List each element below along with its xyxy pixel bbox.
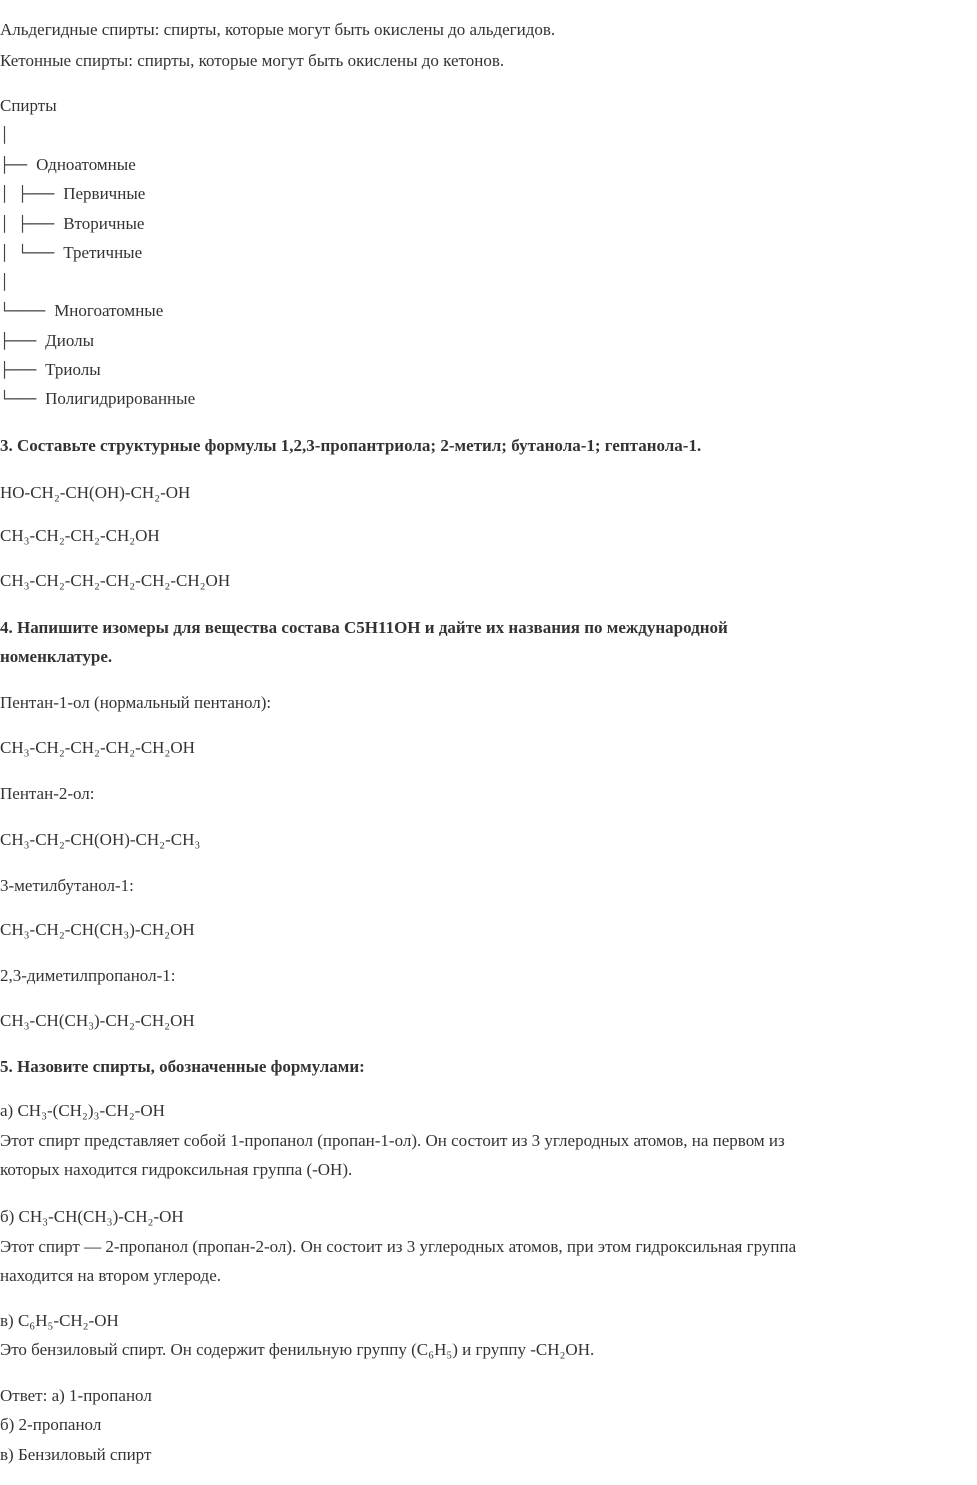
isomer-name: 2,3-диметилпропанол-1: — [0, 966, 176, 985]
isomer-name: 3-метилбутанол-1: — [0, 876, 134, 895]
tree-connector: │ — [0, 273, 10, 291]
formula: CH₃-CH₂-CH₂-CH₂-CH₂-CH₂OH — [0, 571, 231, 590]
tree-label: Третичные — [63, 243, 143, 262]
tree-label: Триолы — [45, 360, 101, 379]
tree-row — [0, 388, 195, 410]
tree-row — [0, 183, 145, 205]
formula-b: б) CH₃-CH(CH₃)-CH₂-OH — [0, 1207, 184, 1226]
tree-row — [0, 300, 163, 322]
tree-row — [0, 330, 94, 352]
tree-connector: │ ├─── — [0, 215, 64, 233]
explanation-a-cont: которых находится гидроксильная группа (-OH). — [0, 1160, 353, 1179]
question-4-heading-cont: номенклатуре. — [0, 647, 113, 666]
tree-connector: │ — [0, 126, 10, 144]
tree-label: Полигидрированные — [45, 389, 196, 408]
tree-row — [0, 124, 9, 146]
isomer-name: Пентан-1-ол (нормальный пентанол): — [0, 693, 272, 712]
question-5-heading: 5. Назовите спирты, обозначенные формулами: — [0, 1057, 365, 1076]
tree-connector: ├─── — [0, 332, 46, 350]
tree-row — [0, 154, 136, 176]
formula: HO-CH₂-CH(OH)-CH₂-OH — [0, 483, 191, 502]
tree-label: Диолы — [45, 331, 95, 350]
isomer-formula: CH₃-CH(CH₃)-CH₂-CH₂OH — [0, 1011, 195, 1030]
explanation-b-cont: находится на втором углероде. — [0, 1266, 221, 1285]
isomer-name: Пентан-2-ол: — [0, 784, 95, 803]
answer-b: б) 2-пропанол — [0, 1415, 102, 1434]
answer-a: Ответ: а) 1-пропанол — [0, 1386, 152, 1405]
tree-label: Вторичные — [63, 214, 145, 233]
formula-a: а) CH₃-(CH₂)₃-CH₂-OH — [0, 1101, 165, 1120]
isomer-formula: CH₃-CH₂-CH₂-CH₂-CH₂OH — [0, 738, 195, 757]
tree-connector: │ ├─── — [0, 185, 64, 203]
aldehyde-alcohols-definition: Альдегидные спирты: спирты, которые могут быть окислены до альдегидов. — [0, 20, 556, 39]
tree-label: Многоатомные — [54, 301, 164, 320]
tree-row — [0, 271, 9, 293]
tree-label: Первичные — [63, 184, 146, 203]
tree-connector: └──── — [0, 302, 55, 320]
isomer-formula: CH₃-CH₂-CH(CH₃)-CH₂OH — [0, 920, 195, 939]
formula-c: в) C₆H₅-CH₂-OH — [0, 1311, 119, 1330]
tree-root: Спирты — [0, 96, 57, 115]
tree-label: Одноатомные — [36, 155, 136, 174]
explanation-b: Этот спирт — 2-пропанол (пропан-2-ол). Он состоит из 3 углеродных атомов, при этом гидроксильная группа — [0, 1237, 797, 1256]
ketone-alcohols-definition: Кетонные спирты: спирты, которые могут быть окислены до кетонов. — [0, 51, 505, 70]
explanation-c: Это бензиловый спирт. Он содержит фенильную группу (C₆H₅) и группу -CH₂OH. — [0, 1340, 595, 1359]
tree-connector: │ └─── — [0, 244, 64, 262]
tree-row — [0, 213, 144, 235]
tree-connector: └─── — [0, 390, 46, 408]
tree-connector: ├── — [0, 156, 37, 174]
explanation-a: Этот спирт представляет собой 1-пропанол (пропан-1-ол). Он состоит из 3 углеродных атомов, на первом из — [0, 1131, 785, 1150]
question-4-heading: 4. Напишите изомеры для вещества состава C5H11OH и дайте их названия по международной — [0, 618, 728, 637]
tree-connector: ├─── — [0, 361, 46, 379]
tree-row — [0, 242, 142, 264]
formula: CH₃-CH₂-CH₂-CH₂OH — [0, 526, 160, 545]
answer-c: в) Бензиловый спирт — [0, 1445, 152, 1464]
isomer-formula: CH₃-CH₂-CH(OH)-CH₂-CH₃ — [0, 830, 201, 849]
tree-row — [0, 359, 101, 381]
question-3-heading: 3. Составьте структурные формулы 1,2,3-пропантриола; 2-метил; бутанола-1; гептанола-1. — [0, 436, 702, 455]
